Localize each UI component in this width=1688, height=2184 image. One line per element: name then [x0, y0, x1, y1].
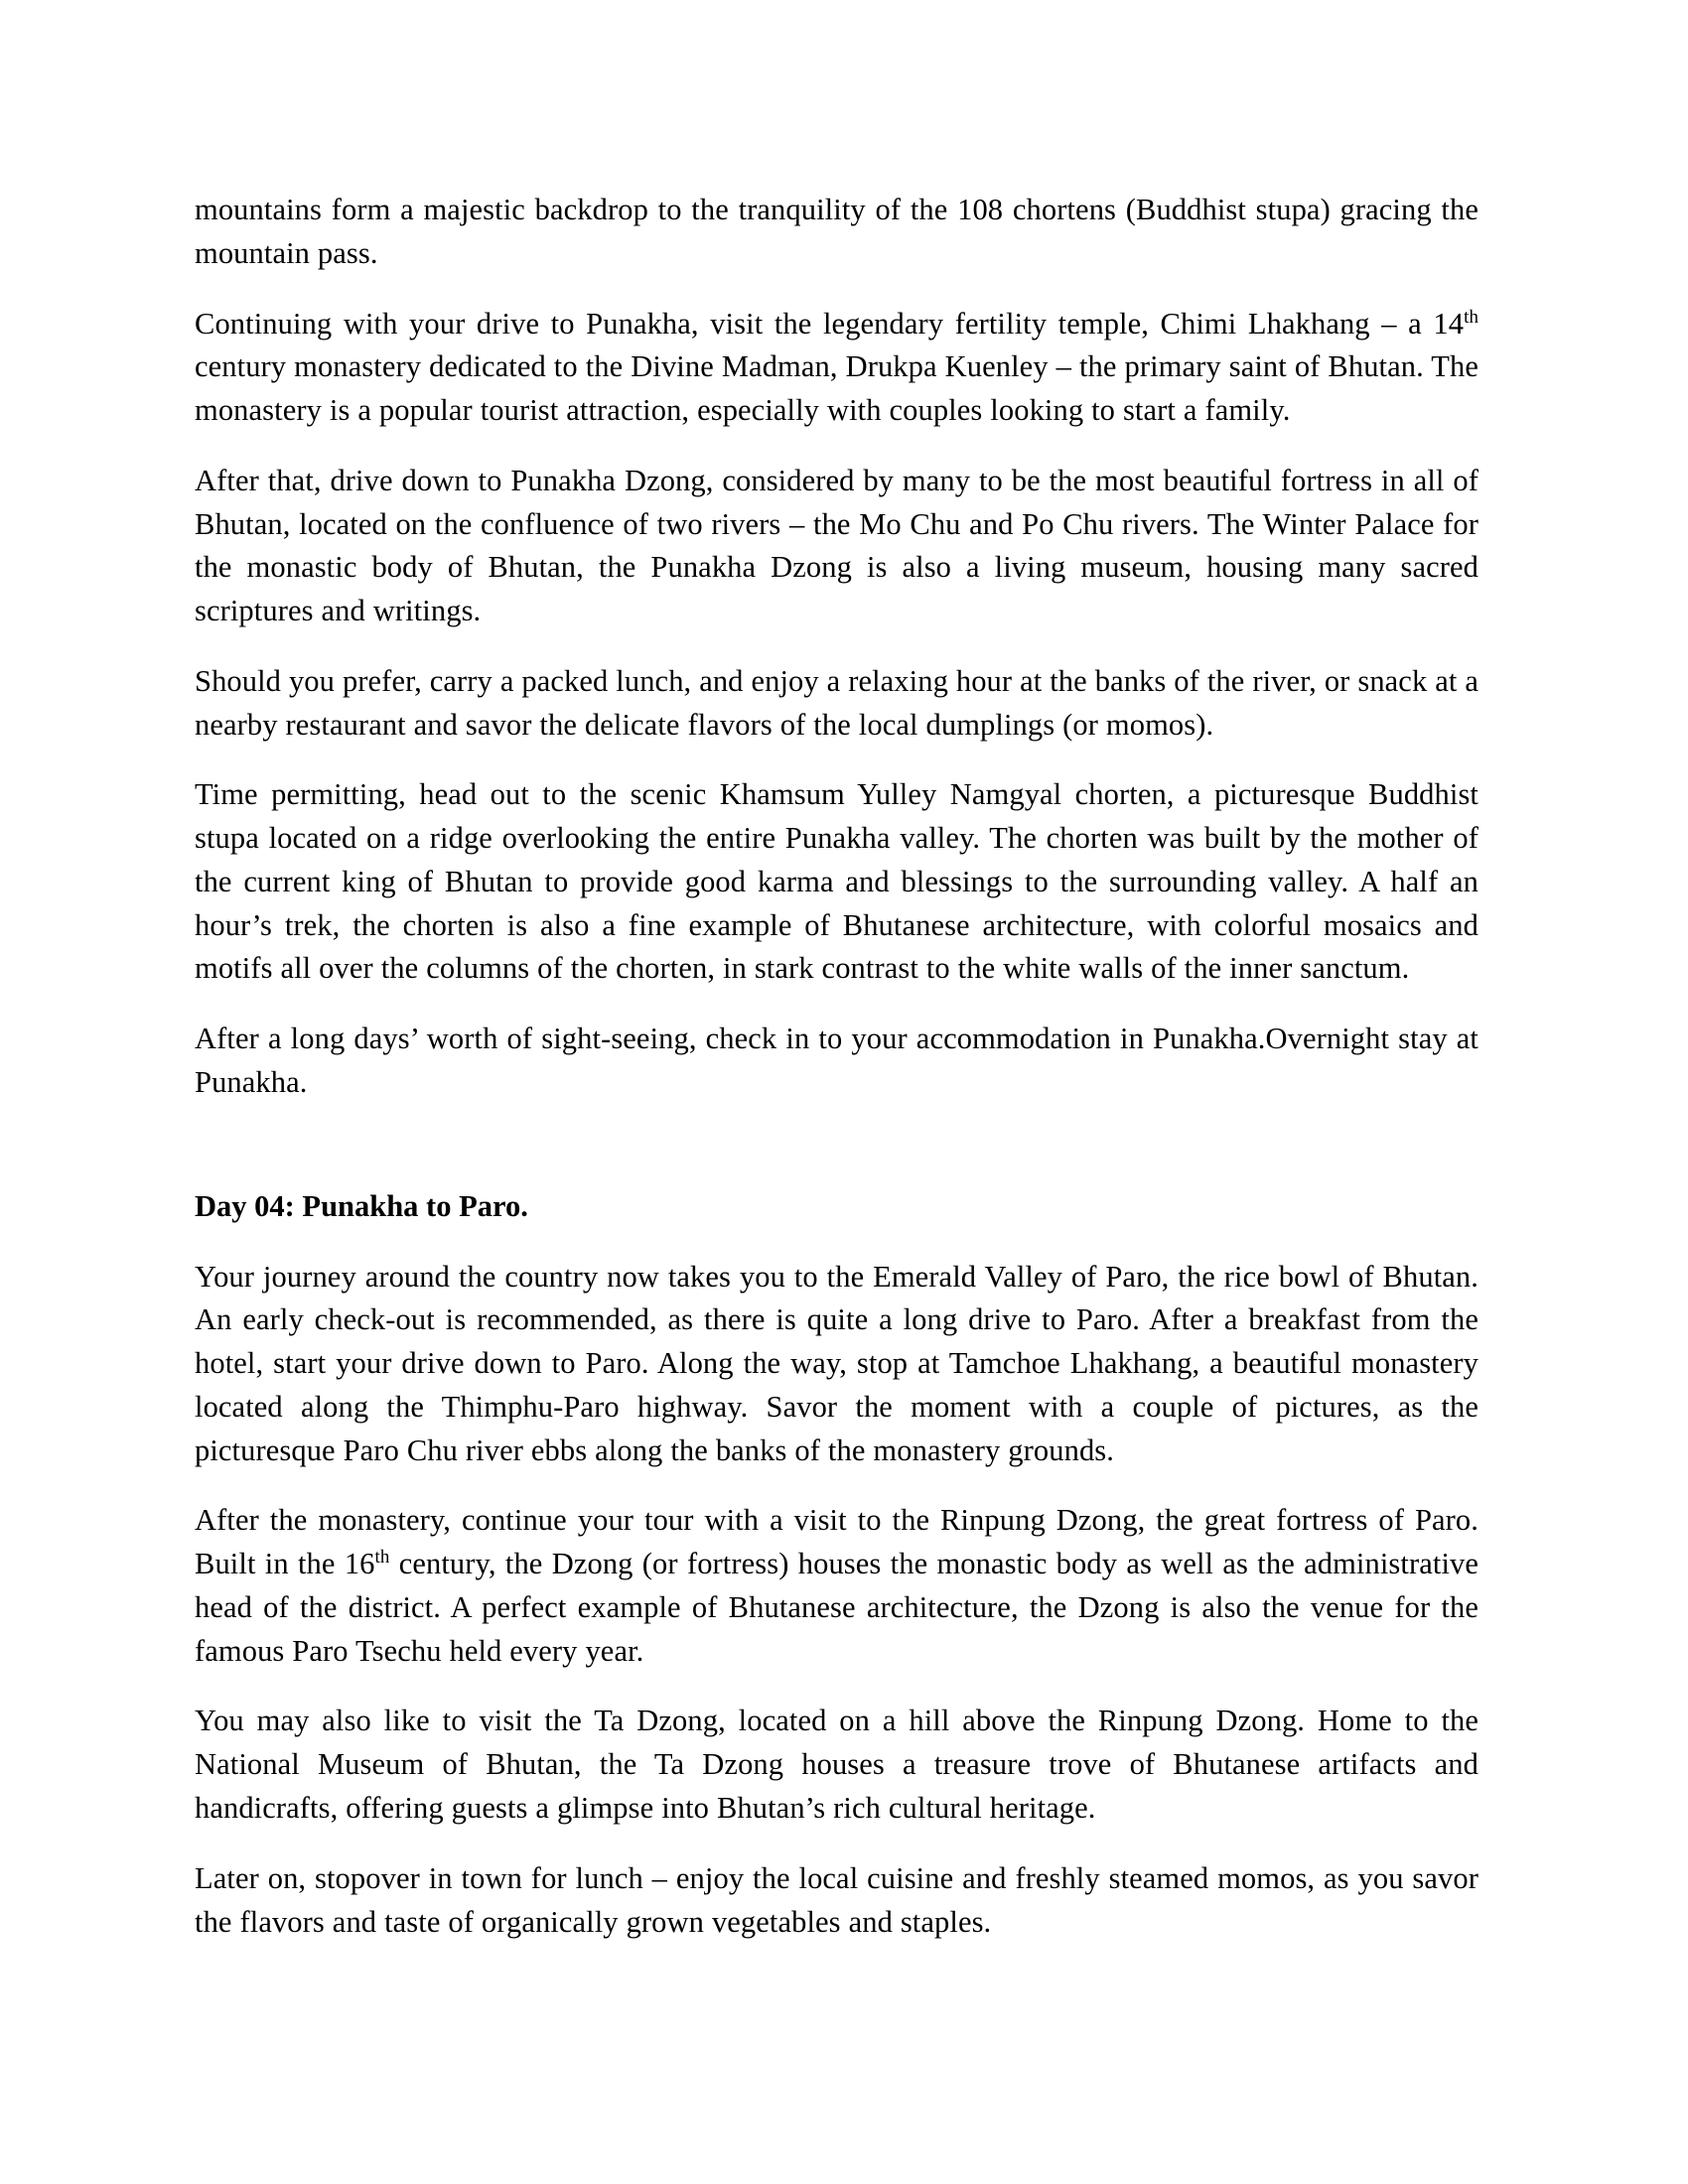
paragraph-emerald-valley-paro: Your journey around the country now takes you to the Emerald Valley of Paro, the rice bowl of Bhutan. An early check-out is recommended, as there is quite a long drive to Paro. After a breakfast from the hotel, start your drive down to Paro. Along the way, stop at Tamchoe Lhakhang, a beautiful monastery located along the Thimphu-Paro highway. Savor the moment with a couple of pictures, as the picturesque Paro Chu river ebbs along the banks of the monastery grounds. [195, 1259, 1478, 1467]
paragraph-chimi-lhakhang [195, 303, 1478, 433]
paragraph-text-after-superscript: century, the Dzong (or fortress) houses the monastic body as well as the administrative head of the district. A perfect example of Bhutanese architecture, the Dzong is also the venue for the famous Paro Tsechu held every year. [195, 1547, 1478, 1668]
paragraph-text-before-superscript: Continuing with your drive to Punakha, visit the legendary fertility temple, Chimi Lhakhang – a 14 [195, 306, 1465, 341]
paragraph-overnight-punakha: After a long days’ worth of sight-seeing, check in to your accommodation in Punakha.Overnight stay at Punakha. [195, 1022, 1478, 1100]
section-spacer [195, 1132, 1478, 1185]
paragraph-rinpung-dzong [195, 1499, 1478, 1673]
ordinal-superscript-16th: th [374, 1546, 390, 1568]
document-body [195, 189, 1478, 1944]
paragraph-packed-lunch: Should you prefer, carry a packed lunch, and enjoy a relaxing hour at the banks of the river, or snack at a nearby restaurant and savor the delicate flavors of the local dumplings (or momos). [195, 663, 1478, 742]
ordinal-superscript-14th: th [1464, 306, 1478, 328]
paragraph-lunch-momos: Later on, stopover in town for lunch – enjoy the local cuisine and freshly steamed momos, as you savor the flavors and taste of organically grown vegetables and staples. [195, 1860, 1478, 1939]
paragraph-ta-dzong-museum: You may also like to visit the Ta Dzong, located on a hill above the Rinpung Dzong. Home to the National Museum of Bhutan, the Ta Dzong houses a treasure trove of Bhutanese artifacts and handicrafts, offering guests a glimpse into Bhutan’s rich cultural heritage. [195, 1704, 1478, 1825]
heading-day-04: Day 04: Punakha to Paro. [195, 1188, 528, 1223]
paragraph-mountains-backdrop: mountains form a majestic backdrop to the tranquility of the 108 chortens (Buddhist stupa) gracing the mountain pass. [195, 193, 1478, 270]
paragraph-khamsum-yulley-chorten: Time permitting, head out to the scenic Khamsum Yulley Namgyal chorten, a picturesque Buddhist stupa located on a ridge overlooking the entire Punakha valley. The chorten was built by the mother of the current king of Bhutan to provide good karma and blessings to the surrounding valley. A half an hour’s trek, the chorten is also a fine example of Bhutanese architecture, with colorful mosaics and motifs all over the columns of the chorten, in stark contrast to the white walls of the inner sanctum. [195, 777, 1478, 986]
paragraph-text-before-superscript: After the monastery, continue your tour with a visit to the Rinpung Dzong, the great fortress of Paro. Built in the 16 [195, 1503, 1478, 1581]
paragraph-text-after-superscript: century monastery dedicated to the Divine Madman, Drukpa Kuenley – the primary saint of Bhutan. The monastery is a popular tourist attraction, especially with couples looking to start a family. [195, 349, 1478, 428]
paragraph-punakha-dzong: After that, drive down to Punakha Dzong, considered by many to be the most beautiful fortress in all of Bhutan, located on the confluence of two rivers – the Mo Chu and Po Chu rivers. The Winter Palace for the monastic body of Bhutan, the Punakha Dzong is also a living museum, housing many sacred scriptures and writings. [195, 463, 1478, 628]
